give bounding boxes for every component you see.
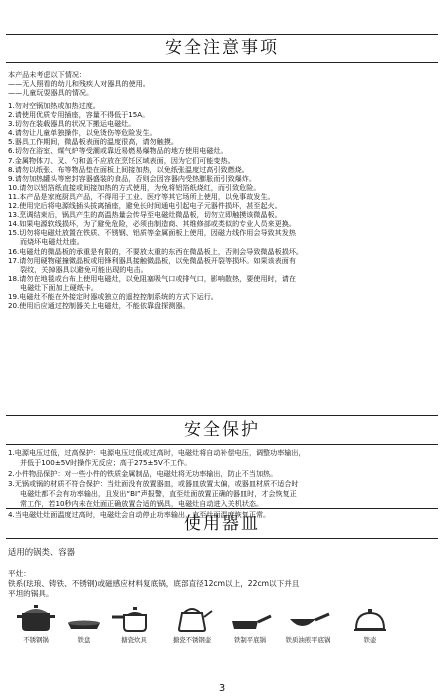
- list-item-text: 18.请勿在地毯或台布上使用电磁灶，以免阻塞吸气口或排气口，影响散热，要使用时，请在: [8, 273, 296, 283]
- cookware-label: 不锈钢锅: [23, 636, 49, 644]
- list-item-text: 6.切勿在浴室、煤气炉等受潮或靠近易燃易爆物品的地方使用电磁灶。: [8, 146, 228, 156]
- list-item-text: 3.无锅或锅的材质不符合保护：当灶面没有放置器皿，或器皿放置太偏，或器皿材质不适合时: [8, 478, 299, 488]
- list-item: [8, 174, 438, 183]
- cookware-label: 铁制平底锅: [234, 636, 266, 644]
- list-item-text: 12.使用完后将电源线插头拔离插座，避免长时间通电引起电子元器件损坏，甚至起火。: [8, 201, 282, 211]
- list-item-continuation: 并低于100±5V时操作无反应；高于275±5V不工作。: [20, 458, 192, 468]
- list-item-text: 7.金属物体刀、叉、勺和盖不应放在烹饪区域表面，因为它们可能变热。: [8, 155, 235, 165]
- list-item-text: 4.请勿让儿童单独操作，以免烫伤等危险发生。: [8, 128, 157, 138]
- list-item: [8, 219, 438, 228]
- enamel-pot-icon: [112, 603, 156, 633]
- cookware-item: [162, 603, 222, 644]
- divider: [6, 62, 438, 63]
- list-item: [8, 137, 438, 146]
- intro-line: ——无人照看的幼儿和残疾人对器具的使用。: [8, 79, 150, 89]
- list-item: [8, 292, 438, 301]
- list-item: [8, 448, 438, 469]
- list-item: [8, 256, 438, 274]
- cookware-subtitle: 适用的锅类、容器: [8, 547, 75, 557]
- list-item-continuation: 电磁灶都不会有功率输出，且发出“BI”声报警，直至灶面放置正确的器皿时，才会恢复正: [20, 489, 297, 499]
- list-item: [8, 228, 438, 246]
- list-item-text: 11.本产品是家庭厨具产品，不得用于工业、医疗等其它场所上使用，以免事故发生。: [8, 191, 275, 201]
- list-item-text: 14.如果电源软线损坏，为了避免危险，必须由制造商、其维修部或类似的专业人员来更换。: [8, 219, 296, 229]
- cookware-item: [340, 603, 400, 644]
- list-item: [8, 165, 438, 174]
- list-item: [8, 210, 438, 219]
- list-item-text: 1.勿对空锅加热或加热过度。: [8, 101, 100, 110]
- cookware-label: 铁质油煎平底锅: [285, 636, 331, 644]
- enamel-kettle-icon: [170, 603, 214, 633]
- divider: [6, 444, 438, 445]
- cookware-label: 搪瓷不锈钢壶: [172, 636, 212, 644]
- cookware-row: [6, 603, 438, 655]
- cookware-label: 铁壶: [363, 636, 377, 644]
- cookware-item: [220, 603, 280, 644]
- list-item: [8, 192, 438, 201]
- cookware-text: [8, 547, 438, 599]
- list-item-continuation: 而烧坏电磁灶灶座。: [20, 237, 84, 247]
- list-item: [8, 201, 438, 210]
- list-item-text: 5.器具工作期间，微晶板表面的温度很高，请勿触摸。: [8, 137, 178, 147]
- list-item: [8, 146, 438, 155]
- list-item-continuation: 裂纹，关掉器具以避免可能出现的电击。: [20, 264, 148, 274]
- divider: [6, 34, 438, 35]
- list-item-continuation: 电磁灶下面加上硬纸卡。: [20, 282, 99, 292]
- list-item: [8, 479, 438, 510]
- list-item: [8, 301, 438, 310]
- list-item-text: 8.请勿以纸张、布等物品垫在面板上间接加热，以免纸张温度过高引致燃烧。: [8, 164, 249, 174]
- divider: [6, 508, 438, 509]
- list-item-text: 19.电磁灶不能在外接定时器或独立的遥控控制系统的方式下运行。: [8, 291, 218, 301]
- list-item: [8, 156, 438, 165]
- list-item-text: 2.小件物品保护：对一些小件的铁质金属制品，电磁灶将无功率输出，防止不当加热。: [8, 468, 278, 478]
- safety-notes-intro: [8, 70, 438, 97]
- iron-kettle-icon: [348, 603, 392, 633]
- cookware-item: [104, 603, 164, 644]
- list-item: [8, 119, 438, 128]
- iron-fry-pan-icon: [286, 603, 330, 633]
- divider: [6, 415, 438, 416]
- section-title-cookware: 使用器皿: [184, 514, 260, 534]
- section-title-safety-notes: 安全注意事项: [165, 38, 279, 58]
- list-item-text: 13.烹调结束后，锅具产生的高温热量会传导至电磁灶微晶板，切勿立即触摸该微晶板。: [8, 210, 282, 220]
- cookware-label: 搪瓷炊具: [121, 636, 147, 644]
- iron-plate-icon: [62, 603, 106, 633]
- cookware-label: 铁盘: [77, 636, 91, 644]
- list-item: [8, 469, 438, 479]
- iron-flat-pan-icon: [228, 603, 272, 633]
- page-number: 3: [218, 683, 226, 694]
- intro-line: ——儿童玩耍器具的情况。: [8, 88, 94, 98]
- cookware-item: [278, 603, 338, 644]
- list-item-text: 16.电磁灶的微晶板的承重是有限的，不要放太重的东西在微晶板上，否则会导致微晶板损坏。: [8, 246, 304, 256]
- flat-stove-heading: 平灶：: [8, 569, 31, 578]
- list-item: [8, 128, 438, 137]
- list-item: [8, 247, 438, 256]
- divider: [6, 538, 438, 539]
- list-item-text: 9.请勿加热罐头等密封容器盛装的食品，否则会因容器内受热膨胀而引致爆炸。: [8, 173, 256, 183]
- list-item-text: 2.请使用优质专用插座，容量不得低于15A。: [8, 110, 150, 120]
- list-item: [8, 183, 438, 192]
- flat-stove-desc: 铁系(珐琅、铸铁、不锈钢)或磁感应材料复底锅，底部直径12cm以上，22cm以下并且: [8, 579, 300, 588]
- list-item-text: 20.使用后应通过控制器关上电磁灶，不能依靠盘探测器。: [8, 301, 190, 311]
- section-title-safety-protection: 安全保护: [184, 420, 260, 440]
- flat-stove-desc: 平坦的锅具。: [8, 589, 54, 598]
- safety-notes-list: [8, 101, 438, 310]
- stainless-pot-icon: [14, 603, 58, 633]
- list-item-text: 4.当电磁灶灶面温度过高时，电磁灶会自动停止功率输出，直至灶面温度恢复正常。: [8, 509, 271, 519]
- safety-protection-list: [8, 448, 438, 520]
- list-item-text: 10.请勿以铝箔纸直接或间接加热的方式使用，为免将铝箔纸烧红，而引致危险。: [8, 182, 261, 192]
- list-item-text: 3.切勿在装载器具的状况下搬运电磁灶。: [8, 119, 136, 129]
- intro-line: 本产品未考虑以下情况：: [8, 70, 87, 79]
- list-item: [8, 274, 438, 292]
- list-item-continuation: 常工作，若10秒内未在灶面正确放置合适的锅具，电磁灶自动进入关机状态。: [20, 499, 264, 509]
- list-item-text: 17.请勿用硬物碰撞微晶板或用锋利器具接触微晶板，以免微晶板开裂等损坏。如果该表面有: [8, 255, 296, 265]
- list-item-text: 15.切勿将电磁灶放置在铁质、不锈钢、铝质等金属面板上使用，因磁力线作用会导致其发热: [8, 228, 296, 238]
- list-item: [8, 110, 438, 119]
- list-item: [8, 101, 438, 110]
- list-item-text: 1.电源电压过低，过高保护：电源电压过低或过高时，电磁灶将自动补偿电压，调整功率输出，: [8, 448, 306, 457]
